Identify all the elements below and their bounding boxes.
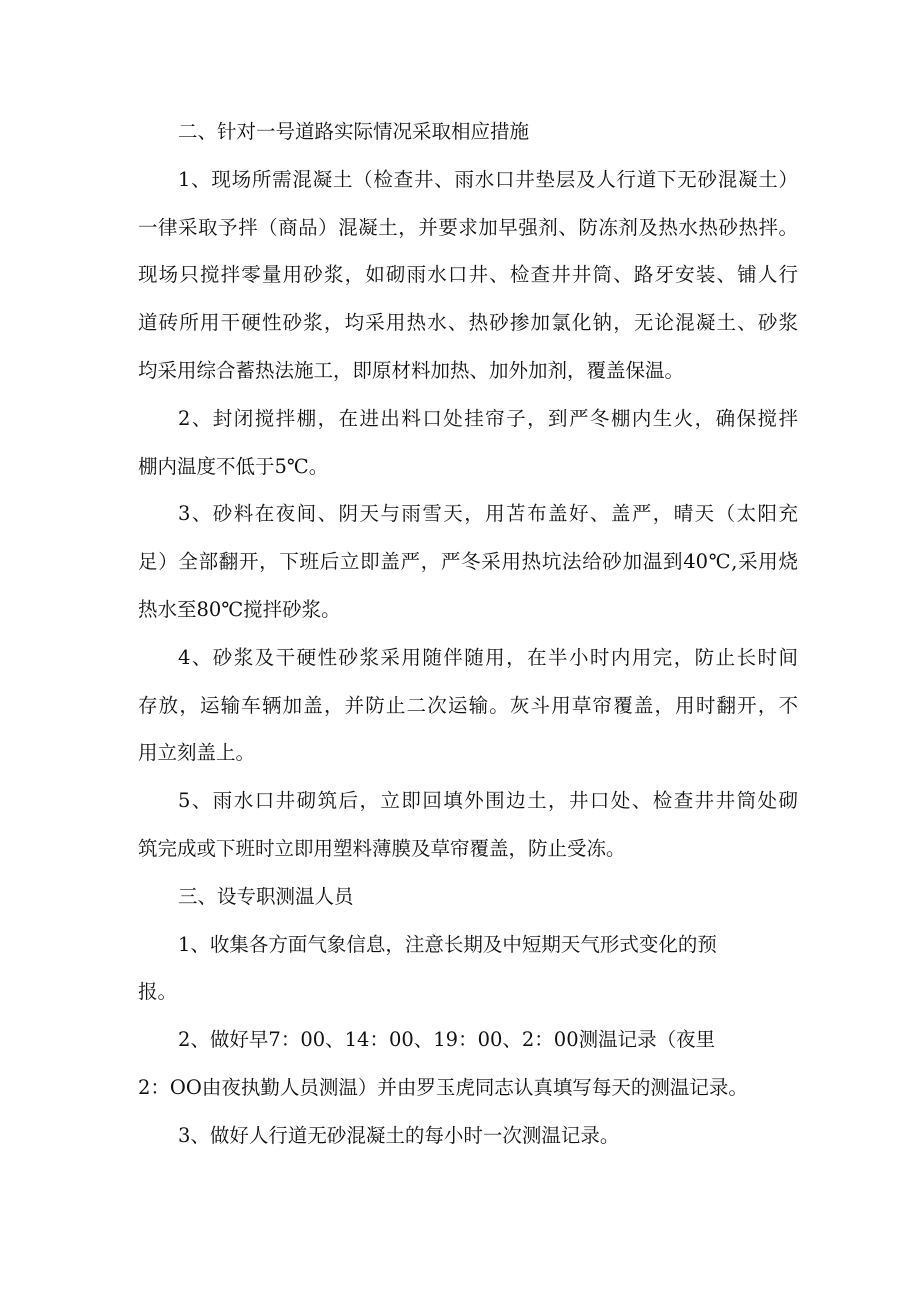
paragraph-line: 1、现场所需混凝土（检查井、雨水口井垫层及人行道下无砂混凝土） bbox=[178, 167, 798, 191]
paragraph-line: 5、雨水口井砌筑后，立即回填外围边土，井口处、检查井井筒处砌 bbox=[178, 789, 798, 813]
paragraph-line: 道砖所用干硬性砂浆，均采用热水、热砂掺加氯化钠，无论混凝土、砂浆 bbox=[138, 311, 798, 335]
paragraph-line: 报。 bbox=[138, 980, 178, 1004]
paragraph-line: 筑完成或下班时立即用塑料薄膜及草帘覆盖，防止受冻。 bbox=[138, 836, 626, 860]
section-heading-staff: 三、设专职测温人员 bbox=[178, 884, 354, 908]
paragraph-line: 3、做好人行道无砂混凝土的每小时一次测温记录。 bbox=[178, 1123, 620, 1147]
paragraph-line: 棚内温度不低于5℃。 bbox=[138, 454, 329, 478]
paragraph-line: 2、封闭搅拌棚，在进出料口处挂帘子，到严冬棚内生火，确保搅拌 bbox=[178, 406, 798, 430]
paragraph-line: 4、砂浆及干硬性砂浆采用随伴随用，在半小时内用完，防止长时间 bbox=[178, 645, 798, 669]
paragraph-line: 现场只搅拌零量用砂浆，如砌雨水口井、检查井井筒、路牙安装、铺人行 bbox=[138, 263, 798, 287]
paragraph-line: 用立刻盖上。 bbox=[138, 741, 256, 765]
section-heading-measures: 二、针对一号道路实际情况采取相应措施 bbox=[178, 120, 530, 143]
paragraph-line: 1、收集各方面气象信息，注意长期及中短期天气形式变化的预 bbox=[178, 932, 717, 956]
paragraph-line: 热水至80℃搅拌砂浆。 bbox=[138, 597, 341, 621]
paragraph-line: 2：OO由夜执勤人员测温）并由罗玉虎同志认真填写每天的测温记录。 bbox=[138, 1075, 748, 1099]
paragraph-line: 均采用综合蓄热法施工，即原材料加热、加外加剂，覆盖保温。 bbox=[138, 358, 685, 382]
document-body bbox=[138, 108, 798, 1160]
paragraph-line: 3、砂料在夜间、阴天与雨雪天，用苫布盖好、盖严，晴天（太阳充 bbox=[178, 502, 798, 526]
paragraph-line: 一律采取予拌（商品）混凝土，并要求加早强剂、防冻剂及热水热砂热拌。 bbox=[138, 215, 798, 239]
paragraph-line: 存放，运输车辆加盖，并防止二次运输。灰斗用草帘覆盖，用时翻开，不 bbox=[138, 693, 798, 717]
paragraph-line: 2、做好早7：00、14：00、19：00、2：00测温记录（夜里 bbox=[178, 1028, 716, 1052]
paragraph-line: 足）全部翻开，下班后立即盖严，严冬采用热坑法给砂加温到40℃,采用烧 bbox=[138, 550, 798, 574]
